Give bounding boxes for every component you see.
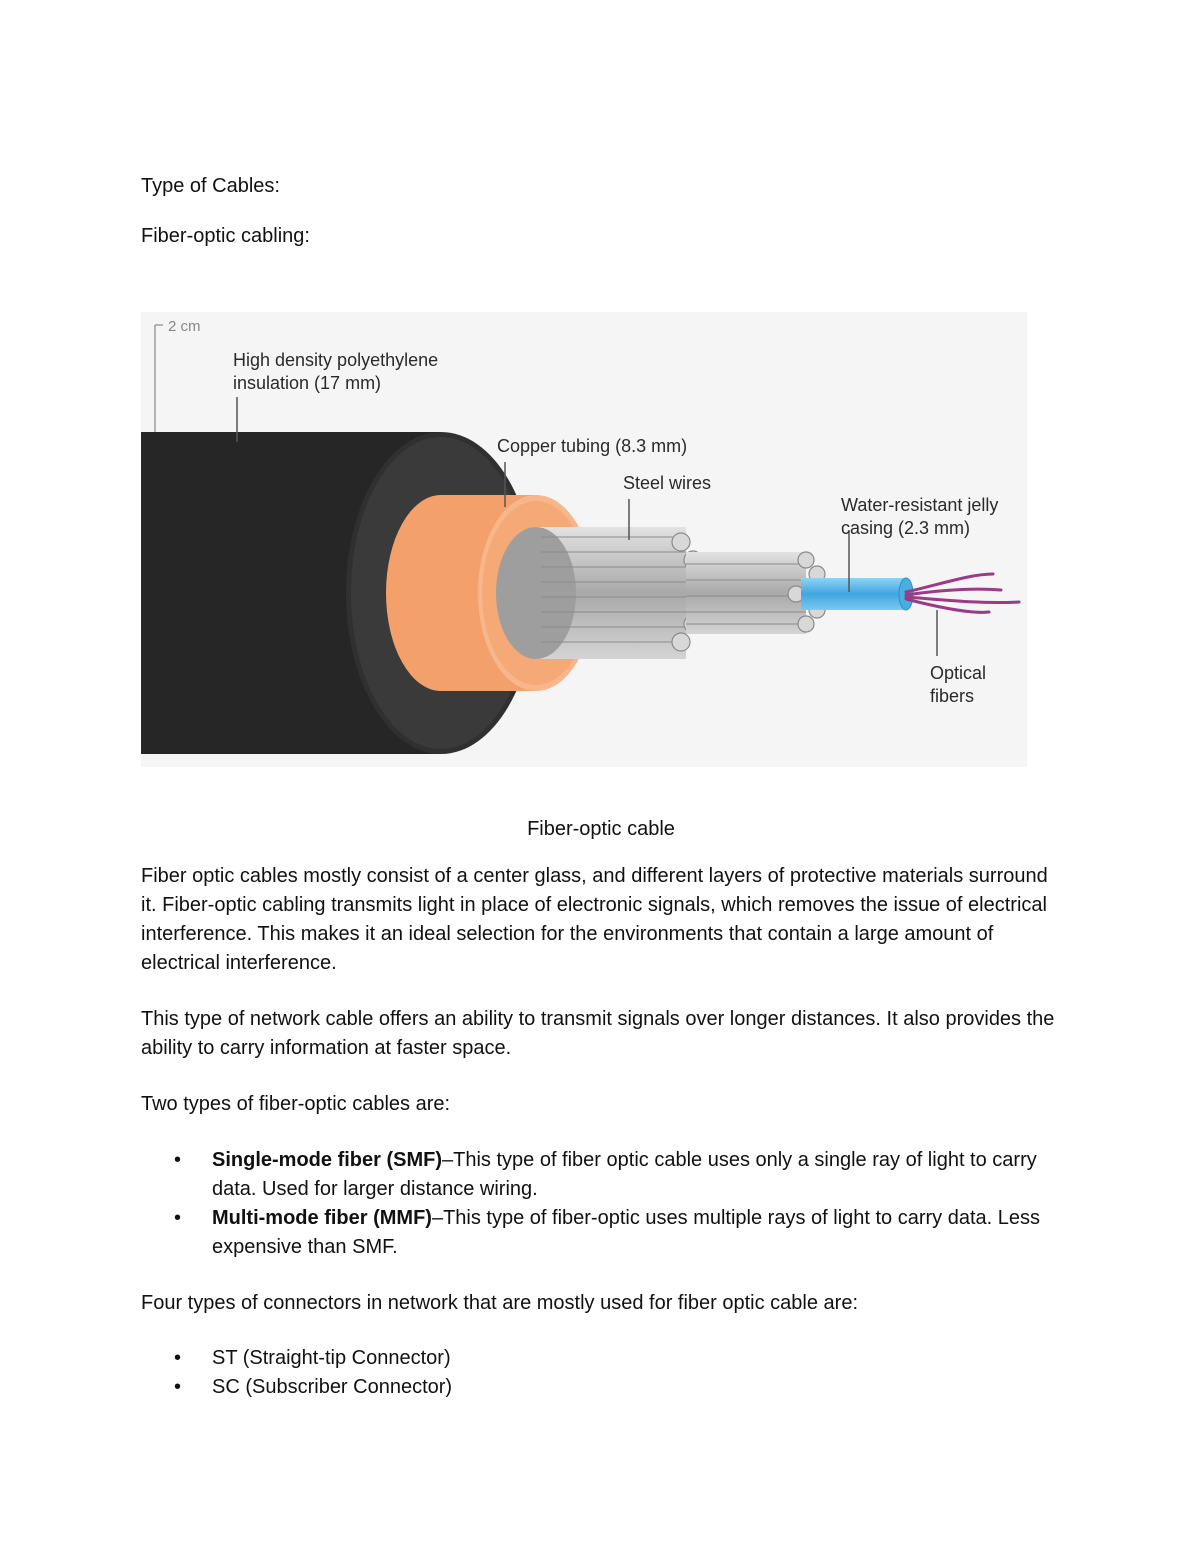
paragraph-fiber-intro: Fiber optic cables mostly consist of a center glass, and different layers of protective materials surround it. Fiber-optic cabling transmits light in place of electronic signals, which removes the issue of electrical interference. This makes it an ideal selection for the environments that contain a large amount of electrical interference. [141,865,1048,974]
connector-sc: SC (Subscriber Connector) [212,1376,453,1398]
paragraph-fiber-advantages: This type of network cable offers an ability to transmit signals over longer distances. It also provides the ability to carry information at faster space. [141,1008,1055,1059]
label-fibers-1: Optical [930,663,987,683]
label-insulation-2: insulation (17 mm) [233,373,382,393]
section-subheading: Fiber-optic cabling: [141,225,310,247]
list-item [141,1344,1061,1373]
figure-caption: Fiber-optic cable [527,818,675,840]
connectors-list [141,1344,1061,1402]
list-item [141,1204,1061,1262]
connector-st: ST (Straight-tip Connector) [212,1347,451,1369]
bullet-icon: • [174,1347,182,1369]
desc-mmf: –This type of fiber-optic uses multiple rays of light to carry data. Less expensive than SMF. [212,1207,1041,1258]
bullet-icon: • [174,1207,182,1229]
jelly-casing-layer [801,578,913,610]
term-smf: Single-mode fiber (SMF) [212,1149,442,1171]
cable-diagram [141,312,1027,767]
page-heading: Type of Cables: [141,175,280,197]
fiber-types-list [141,1146,1061,1262]
scale-label-2cm: 2 cm [168,318,201,335]
desc-smf: –This type of fiber optic cable uses only a single ray of light to carry data. Used for larger distance wiring. [212,1149,1037,1200]
bullet-icon: • [174,1149,182,1171]
term-mmf: Multi-mode fiber (MMF) [212,1207,432,1229]
two-types-intro: Two types of fiber-optic cables are: [141,1093,451,1115]
bullet-icon: • [174,1376,182,1398]
connectors-intro: Four types of connectors in network that are mostly used for fiber optic cable are: [141,1292,859,1314]
label-fibers-2: fibers [930,686,975,706]
list-item [141,1373,1061,1402]
list-item [141,1146,1061,1204]
label-copper: Copper tubing (8.3 mm) [497,436,688,456]
label-jelly-2: casing (2.3 mm) [841,518,971,538]
label-steel: Steel wires [623,473,712,493]
fiber-optic-cable-figure [141,312,1027,767]
label-jelly-1: Water-resistant jelly [841,495,999,515]
label-insulation-1: High density polyethylene [233,350,439,370]
steel-wires-layer [496,527,829,659]
optical-fibers [906,574,1019,612]
